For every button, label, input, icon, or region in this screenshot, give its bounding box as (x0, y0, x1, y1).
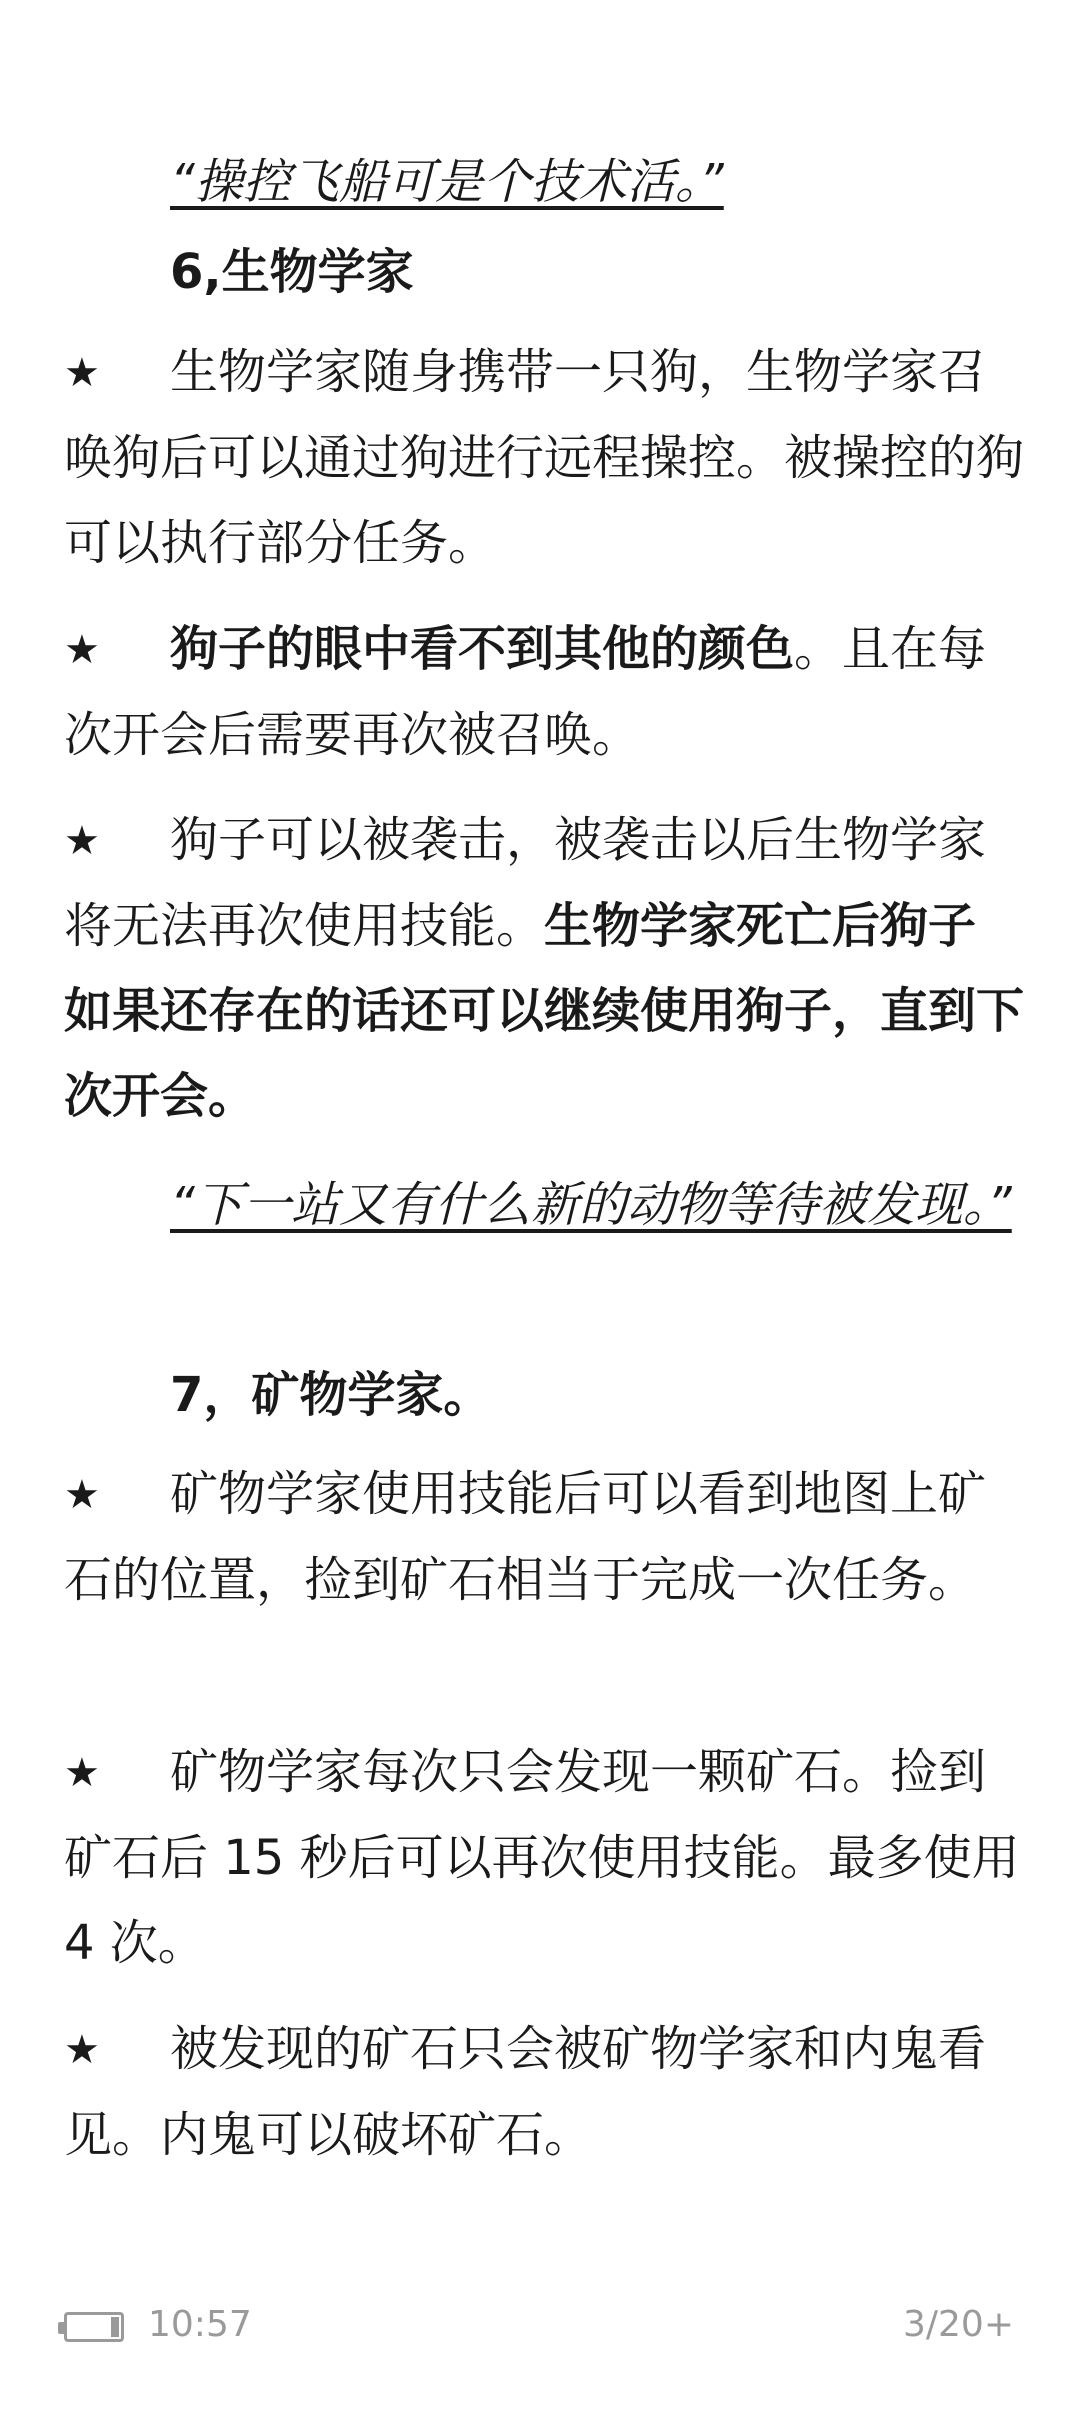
star-bullet-icon: ★ (64, 818, 100, 864)
quote-pilot: “操控飞船可是个技术活。” (170, 154, 724, 210)
star-bullet-icon: ★ (64, 1750, 100, 1796)
reader-status-bar (0, 2290, 1080, 2370)
battery-level (111, 2317, 119, 2337)
paragraph-mineralogist-limit: ★ 矿物学家每次只会发现一颗矿石。捡到矿石后 15 秒后可以再次使用技能。最多使用 4 次。 (64, 1730, 1024, 1986)
page-indicator: 3/20+ (902, 2304, 1014, 2345)
paragraph-dog-attack: ★ 狗子可以被袭击，被袭击以后生物学家将无法再次使用技能。生物学家死亡后狗子如果还存在的话还可以继续使用狗子，直到下次开会。 (64, 798, 1024, 1139)
quote-animals: “下一站又有什么新的动物等待被发现。” (170, 1177, 1012, 1233)
heading-biologist: 6,生物学家 (170, 244, 414, 300)
paragraph-dog-colors: ★ 狗子的眼中看不到其他的颜色。且在每次开会后需要再次被召唤。 (64, 607, 1024, 778)
battery-icon (64, 2312, 124, 2342)
paragraph-mineralogist-skill: ★ 矿物学家使用技能后可以看到地图上矿石的位置，捡到矿石相当于完成一次任务。 (64, 1452, 1024, 1623)
paragraph-ore-visibility: ★ 被发现的矿石只会被矿物学家和内鬼看见。内鬼可以破坏矿石。 (64, 2007, 1024, 2178)
clock-time: 10:57 (148, 2304, 252, 2345)
star-bullet-icon: ★ (64, 627, 100, 673)
paragraph-biologist-dog: ★ 生物学家随身携带一只狗，生物学家召唤狗后可以通过狗进行远程操控。被操控的狗可以执行部分任务。 (64, 330, 1024, 586)
heading-mineralogist: 7，矿物学家。 (170, 1367, 492, 1423)
star-bullet-icon: ★ (64, 350, 100, 396)
star-bullet-icon: ★ (64, 1472, 100, 1518)
star-bullet-icon: ★ (64, 2027, 100, 2073)
